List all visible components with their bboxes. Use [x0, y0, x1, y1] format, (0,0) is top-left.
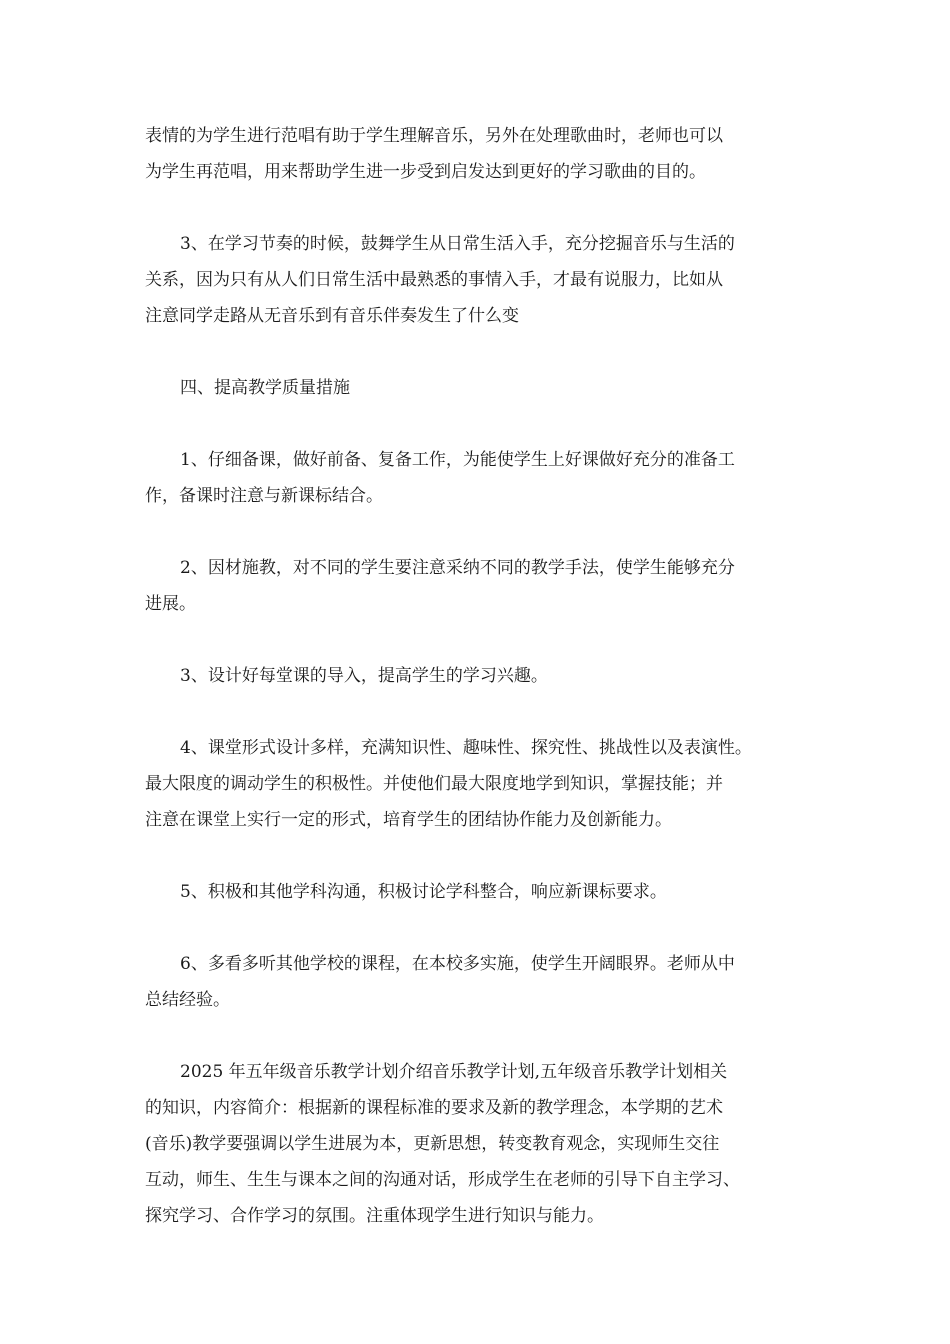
paragraph-singing-demo [145, 118, 825, 190]
paragraph-rhythm [145, 226, 825, 334]
text-line: 探究学习、合作学习的氛围。注重体现学生进行知识与能力。 [145, 1206, 604, 1226]
paragraph-plan-intro [145, 1054, 825, 1234]
list-item-5 [145, 874, 825, 910]
text-line: 总结经验。 [145, 990, 230, 1010]
text-line: 注意同学走路从无音乐到有音乐伴奏发生了什么变 [145, 306, 519, 326]
text-line: 进展。 [145, 594, 196, 614]
text-line: 表情的为学生进行范唱有助于学生理解音乐，另外在处理歌曲时，老师也可以 [145, 126, 723, 146]
text-line: 1、仔细备课，做好前备、复备工作，为能使学生上好课做好充分的准备工 [180, 450, 735, 470]
text-line: 为学生再范唱，用来帮助学生进一步受到启发达到更好的学习歌曲的目的。 [145, 162, 706, 182]
text-line: 关系，因为只有从人们日常生活中最熟悉的事情入手，才最有说服力，比如从 [145, 270, 723, 290]
text-line: (音乐)教学要强调以学生进展为本，更新思想，转变教育观念，实现师生交往 [145, 1134, 720, 1154]
text-line: 5、积极和其他学科沟通，积极讨论学科整合，响应新课标要求。 [180, 882, 667, 902]
list-item-6 [145, 946, 825, 1018]
text-line: 2025 年五年级音乐教学计划介绍音乐教学计划,五年级音乐教学计划相关 [180, 1062, 728, 1082]
text-line: 3、设计好每堂课的导入，提高学生的学习兴趣。 [180, 666, 548, 686]
text-line: 最大限度的调动学生的积极性。并使他们最大限度地学到知识，掌握技能；并 [145, 774, 723, 794]
text-line: 作，备课时注意与新课标结合。 [145, 486, 383, 506]
list-item-2 [145, 550, 825, 622]
section-heading [145, 370, 825, 406]
text-line: 3、在学习节奏的时候，鼓舞学生从日常生活入手，充分挖掘音乐与生活的 [180, 234, 735, 254]
text-line: 4、课堂形式设计多样，充满知识性、趣味性、探究性、挑战性以及表演性。 [180, 738, 752, 758]
text-line: 6、多看多听其他学校的课程，在本校多实施，使学生开阔眼界。老师从中 [180, 954, 735, 974]
document-body [145, 118, 825, 1270]
text-line: 注意在课堂上实行一定的形式，培育学生的团结协作能力及创新能力。 [145, 810, 672, 830]
text-line: 互动，师生、生生与课本之间的沟通对话，形成学生在老师的引导下自主学习、 [145, 1170, 740, 1190]
list-item-3 [145, 658, 825, 694]
list-item-4 [145, 730, 825, 838]
text-line: 的知识，内容简介：根据新的课程标准的要求及新的教学理念，本学期的艺术 [145, 1098, 723, 1118]
text-line: 2、因材施教，对不同的学生要注意采纳不同的教学手法，使学生能够充分 [180, 558, 735, 578]
heading-text: 四、提高教学质量措施 [180, 378, 350, 398]
list-item-1 [145, 442, 825, 514]
